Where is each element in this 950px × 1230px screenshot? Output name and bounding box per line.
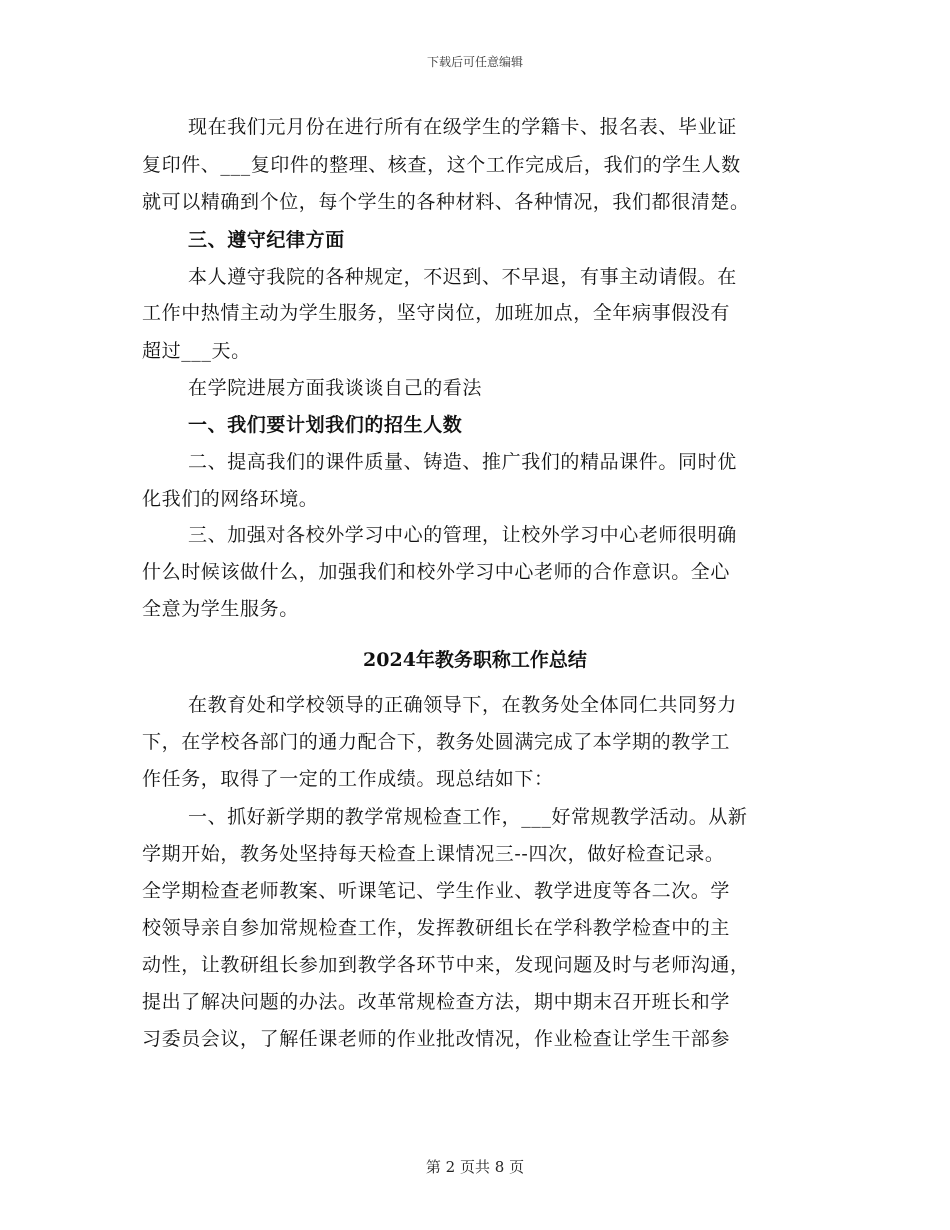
section-heading: 三、遵守纪律方面: [188, 229, 345, 251]
paragraph-line: 现在我们元月份在进行所有在级学生的学籍卡、报名表、毕业证: [188, 116, 737, 138]
paragraph-line: 下，在学校各部门的通力配合下，教务处圆满完成了本学期的教学工: [142, 731, 731, 753]
paragraph-line: 提出了解决问题的办法。改革常规检查方法，期中期末召开班长和学: [142, 991, 731, 1013]
paragraph-line: 动性，让教研组长参加到教学各环节中来，发现问题及时与老师沟通，: [142, 954, 750, 976]
paragraph-line: 二、提高我们的课件质量、铸造、推广我们的精品课件。同时优: [188, 451, 737, 473]
paragraph-line: 习委员会议，了解任课老师的作业批改情况，作业检查让学生干部参: [142, 1028, 731, 1050]
paragraph-line: 学期开始，教务处坚持每天检查上课情况三--四次，做好检查记录。: [142, 843, 725, 865]
paragraph-line: 化我们的网络环境。: [142, 488, 319, 510]
page-header: 下载后可任意编辑: [426, 55, 523, 69]
page-footer: 第 2 页共 8 页: [425, 1158, 525, 1176]
paragraph-line: 在学院进展方面我谈谈自己的看法: [188, 377, 483, 399]
paragraph-line: 校领导亲自参加常规检查工作，发挥教研组长在学科教学检查中的主: [142, 917, 731, 939]
paragraph-line: 一、抓好新学期的教学常规检查工作，___好常规教学活动。从新: [188, 806, 748, 828]
paragraph-line: 在教育处和学校领导的正确领导下，在教务处全体同仁共同努力: [188, 694, 737, 716]
paragraph-line: 三、加强对各校外学习中心的管理，让校外学习中心老师很明确: [188, 524, 737, 546]
paragraph-line: 超过___天。: [142, 340, 251, 362]
document-title: 2024年教务职称工作总结: [363, 649, 587, 671]
list-item-heading: 一、我们要计划我们的招生人数: [188, 414, 463, 436]
paragraph-line: 复印件、___复印件的整理、核查，这个工作完成后，我们的学生人数: [142, 154, 741, 176]
paragraph-line: 什么时候该做什么，加强我们和校外学习中心老师的合作意识。全心: [142, 561, 731, 583]
paragraph-line: 本人遵守我院的各种规定，不迟到、不早退，有事主动请假。在: [188, 266, 737, 288]
paragraph-line: 全意为学生服务。: [142, 598, 299, 620]
paragraph-line: 就可以精确到个位，每个学生的各种材料、各种情况，我们都很清楚。: [142, 191, 750, 213]
paragraph-line: 全学期检查老师教案、听课笔记、学生作业、教学进度等各二次。学: [142, 880, 731, 902]
paragraph-line: 作任务，取得了一定的工作成绩。现总结如下：: [142, 768, 554, 790]
paragraph-line: 工作中热情主动为学生服务，坚守岗位，加班加点，全年病事假没有: [142, 302, 731, 324]
